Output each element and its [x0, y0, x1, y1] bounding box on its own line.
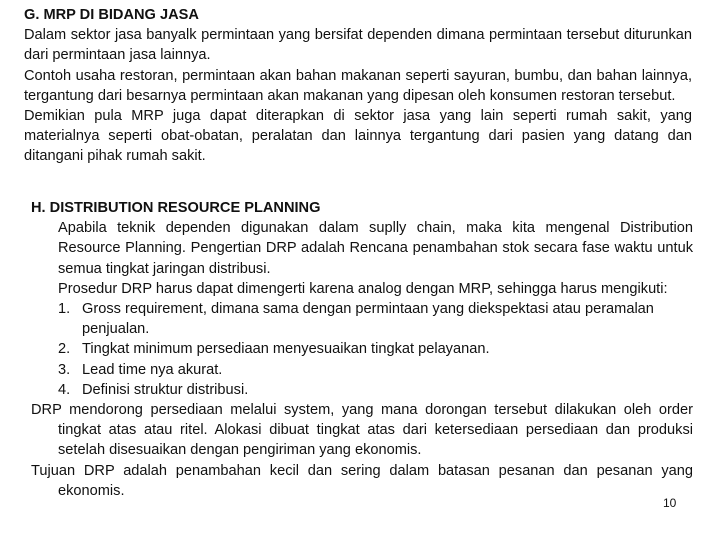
section-mrp-jasa: [24, 5, 692, 167]
list-number: 1.: [58, 301, 71, 318]
section-drp: [31, 198, 693, 501]
paragraph: DRP mendorong persediaan melalui system, yang mana dorongan tersebut dilakukan oleh order tingkat atas atau ritel. Alokasi dibuat tingkat atas dari ketersediaan persediaan dan produksi setelah disesuaikan dengan pengiriman yang ekonomis.: [31, 402, 693, 459]
section-heading: G. MRP DI BIDANG JASA: [24, 7, 199, 23]
list-item: [31, 339, 693, 359]
paragraph: Contoh usaha restoran, permintaan akan bahan makanan seperti sayuran, bumbu, dan bahan lainnya, tergantung dari besarnya permintaan akan makanan yang dipesan oleh konsumen restoran tersebut.: [24, 67, 692, 104]
drp-steps-list: [31, 299, 693, 400]
paragraph: Dalam sektor jasa banyalk permintaan yang bersifat dependen dimana permintaan tersebut diturunkan dari permintaan jasa lainnya.: [24, 27, 692, 64]
list-item: [31, 360, 693, 380]
paragraph: Tujuan DRP adalah penambahan kecil dan sering dalam batasan pesanan dan pesanan yang ekonomis.: [31, 462, 693, 499]
list-text: Tingkat minimum persediaan menyesuaikan tingkat pelayanan.: [82, 341, 490, 358]
page-number: 10: [663, 496, 677, 510]
list-number: 3.: [58, 361, 71, 378]
list-text: Definisi struktur distribusi.: [82, 381, 249, 398]
paragraph: Apabila teknik dependen digunakan dalam suplly chain, maka kita mengenal Distribution Resource Planning. Pengertian DRP adalah Rencana penambahan stok secara fase waktu untuk semua tingkat jaringan distribusi.: [58, 220, 693, 277]
list-number: 2.: [58, 341, 71, 358]
paragraph: Demikian pula MRP juga dapat diterapkan di sektor jasa yang lain seperti rumah sakit, yang materialnya seperti obat-obatan, peralatan dan lainnya tergantung dari pasien yang datang dan ditangani pihak rumah sakit.: [24, 108, 692, 165]
section-heading: H. DISTRIBUTION RESOURCE PLANNING: [31, 200, 321, 216]
list-text: Gross requirement, dimana sama dengan permintaan yang diekspektasi atau peramalan penjualan.: [82, 301, 654, 338]
paragraph: Prosedur DRP harus dapat dimengerti karena analog dengan MRP, sehingga harus mengikuti:: [58, 280, 668, 297]
list-item: [31, 299, 693, 339]
list-number: 4.: [58, 381, 71, 398]
list-text: Lead time nya akurat.: [82, 361, 223, 378]
list-item: [31, 380, 693, 400]
